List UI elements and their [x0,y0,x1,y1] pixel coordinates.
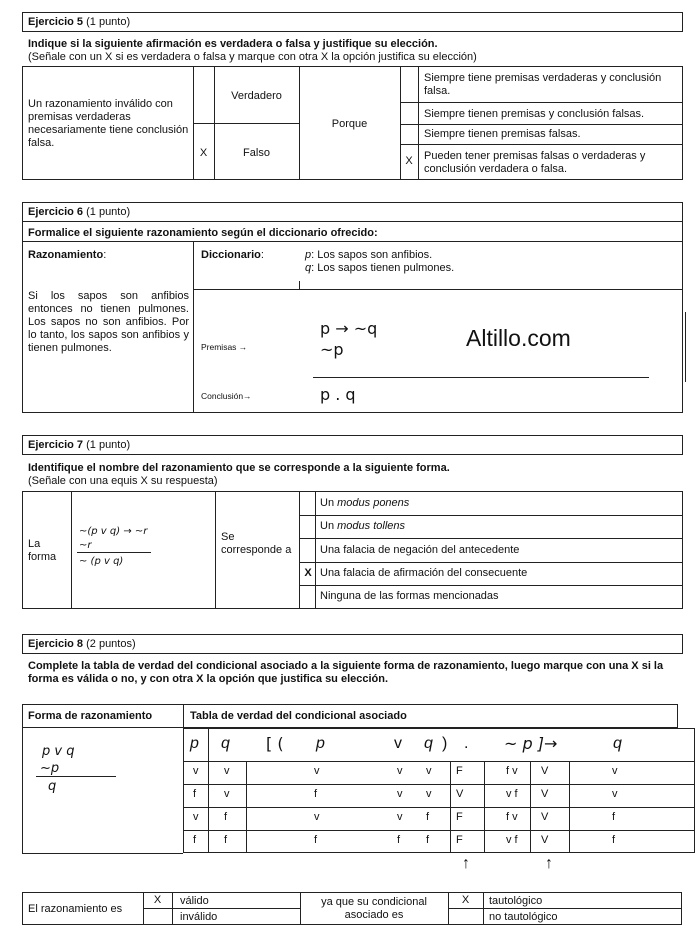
ej6-colon-2: : [260,249,264,261]
ej8-cell: v [397,811,403,823]
ej7-note: (Señale con una equis X su respuesta) [28,475,218,487]
ej8-head-and: . [464,735,469,752]
ej8-cell: v [314,765,320,777]
ej7-option-3: Una falacia de negación del antecedente [320,544,520,556]
ej5-instruction: Indique si la siguiente afirmación es verdadera o falsa y justifique su elección. [28,38,438,50]
ej6-conclusion-label: Conclusión→ [201,391,252,401]
ej6-conclusion: p . q [320,385,356,404]
ej8-cell: v [314,811,320,823]
ej8-col2-header: Tabla de verdad del condicional asociado [190,710,407,722]
ej8-cell: f [193,788,197,800]
ej6-title-text: Ejercicio 6 [28,206,84,218]
ej7-option-2 [320,520,405,533]
ej8-tauto: tautológico [489,895,543,907]
ej8-form-line-1: p v q [42,744,75,759]
ej8-cell: f [314,834,318,846]
ej8-no-tauto: no tautológico [489,911,558,923]
ej8-cell: f [426,811,430,823]
ej7-form-line-2: ~r [79,540,92,551]
ej5-reason-3: Siempre tienen premisas falsas. [424,128,581,140]
ej8-head-p2: p [316,735,325,752]
ej8-razonamiento-es: El razonamiento es [28,903,123,915]
ej5-reason-2: Siempre tienen premisas y conclusión falsas. [424,108,645,120]
ej5-title-text: Ejercicio 5 [28,16,84,28]
ej5-points: (1 punto) [86,16,131,28]
ej7-option-2-em: modus tollens [337,520,405,532]
ej8-cell: v f [506,788,518,800]
ej6-dict-text: Diccionario [201,249,261,261]
ej7-option-4: Una falacia de afirmación del consecuente [320,567,528,579]
ej7-option-2-pre: Un [320,520,338,532]
ej8-cell: f v [506,765,518,777]
ej6-premise-1: p → ~q [320,319,378,338]
ej7-option-1 [320,497,409,510]
ej8-title-text: Ejercicio 8 [28,638,84,650]
ej8-cell: f v [506,811,518,823]
ej7-option-5: Ninguna de las formas mencionadas [320,590,499,602]
ej8-mark-valido: X [153,894,162,906]
ej8-invalido: inválido [180,911,218,923]
ej6-razonamiento-text: Razonamiento [28,249,104,261]
ej6-instruction: Formalice el siguiente razonamiento según el diccionario ofrecido: [28,227,378,239]
ej8-cell: v [397,765,403,777]
ej6-title [28,206,130,219]
ej8-cell: f [612,811,616,823]
ej8-cell: v [426,788,432,800]
ej7-la-forma: La forma [28,538,57,563]
ej6-dict-p [305,249,432,262]
ej8-cell: F [456,811,463,823]
ej6-dict-p-text: : Los sapos son anfibios. [311,249,433,261]
ej8-instruction: Complete la tabla de verdad del condicional asociado a la siguiente forma de razonamiento, luego marque con una X si la forma es válida o no, y con otra X la opción que justifica su elección. [28,660,664,685]
ej5-reason-mark: X [405,155,413,167]
ej6-premisas-label: Premisas → [201,342,248,352]
ej5-reason-4: Pueden tener premisas falsas o verdaderas y conclusión verdadera o falsa. [424,150,646,175]
ej7-corresponde: Se corresponde a [221,531,292,556]
ej6-razonamiento-label [28,249,106,262]
ej8-head-or: v [394,735,402,752]
ej8-cell: v [397,788,403,800]
ej6-colon-1: : [103,249,107,261]
ej8-valido: válido [180,895,209,907]
ej8-mark-tauto: X [461,894,470,906]
ej5-statement: Un razonamiento inválido con premisas verdaderas necesariamente tiene conclusión falsa. [28,98,189,149]
ej5-option-false: Falso [243,147,270,159]
ej8-cell: f [224,834,228,846]
ej6-points: (1 punto) [86,206,131,218]
ej7-mark: X [304,567,312,579]
ej7-option-1-em: modus ponens [337,497,410,509]
ej8-cell: f [397,834,401,846]
ej8-arrow-cond: ↑ [545,855,553,872]
ej8-title [28,638,136,651]
ej8-head-q: q [221,735,230,752]
ej6-dict-label [201,249,264,262]
ej8-head-notp: ~ p ] [504,734,544,753]
ej8-cell: F [456,765,463,777]
ej8-cell: v [612,765,618,777]
ej8-cell: f [193,834,197,846]
ej6-dict-q [305,262,454,275]
ej8-cell: v [612,788,618,800]
ej6-text: Si los sapos son anfibios entonces no tienen pulmones. Los sapos no son anfibios. Por lo tanto, los sapos son anfibios y tienen pulmones. [28,290,189,354]
ej6-premise-2: ~p [320,340,344,359]
ej8-cell: V [456,788,464,800]
ej8-head-arrow: → [544,734,558,753]
ej8-cell: f [314,788,318,800]
ej8-cell: f [612,834,616,846]
ej8-cell: F [456,834,463,846]
ej8-cell: v f [506,834,518,846]
ej7-option-1-pre: Un [320,497,338,509]
ej8-cell: v [193,811,199,823]
ej6-dict-q-text: : Los sapos tienen pulmones. [311,262,455,274]
ej7-form-line-3: ~ (p v q) [79,556,124,567]
ej6-watermark: Altillo.com [466,325,571,351]
ej7-title [28,439,130,452]
ej8-points: (2 puntos) [86,638,136,650]
ej5-note: (Señale con un X si es verdadera o falsa y marque con otra X la opción justifica su elección) [28,51,477,63]
ej8-head-q2: q [424,735,433,752]
ej8-cell: V [541,834,549,846]
ej6-dict-q-var: q [305,262,312,274]
ej6-dict-p-var: p [305,249,312,261]
ej8-ya-que: ya que su condicional asociado es [321,896,427,921]
ej8-cell: v [224,765,230,777]
ej7-form-line-1: ~(p v q) → ~r [79,526,148,537]
ej8-form-line-2: ~p [40,761,60,776]
ej7-instruction: Identifique el nombre del razonamiento que se corresponde a la siguiente forma. [28,462,450,474]
ej5-option-true: Verdadero [231,90,282,102]
ej8-arrow-and: ↑ [462,855,470,872]
ej8-cell: V [541,788,549,800]
ej5-porque: Porque [331,118,368,130]
ej8-cell: v [426,765,432,777]
ej8-head-p: p [190,735,199,752]
ej8-form-line-3: q [48,779,57,794]
ej8-col1-header: Forma de razonamiento [28,710,153,722]
ej5-title [28,16,130,29]
ej8-cell: V [541,765,549,777]
ej8-head-open: [ ( [266,734,284,753]
ej8-cell: V [541,811,549,823]
ej8-cell: v [193,765,199,777]
ej8-cell: f [426,834,430,846]
ej8-head-q3: q [613,735,622,752]
ej5-reason-1: Siempre tiene premisas verdaderas y conclusión falsa. [424,72,662,97]
ej5-mark-false: X [199,147,208,159]
ej7-points: (1 punto) [86,439,131,451]
ej8-cell: f [224,811,228,823]
ej7-title-text: Ejercicio 7 [28,439,84,451]
ej8-cell: v [224,788,230,800]
ej8-head-close: ) [442,735,448,752]
